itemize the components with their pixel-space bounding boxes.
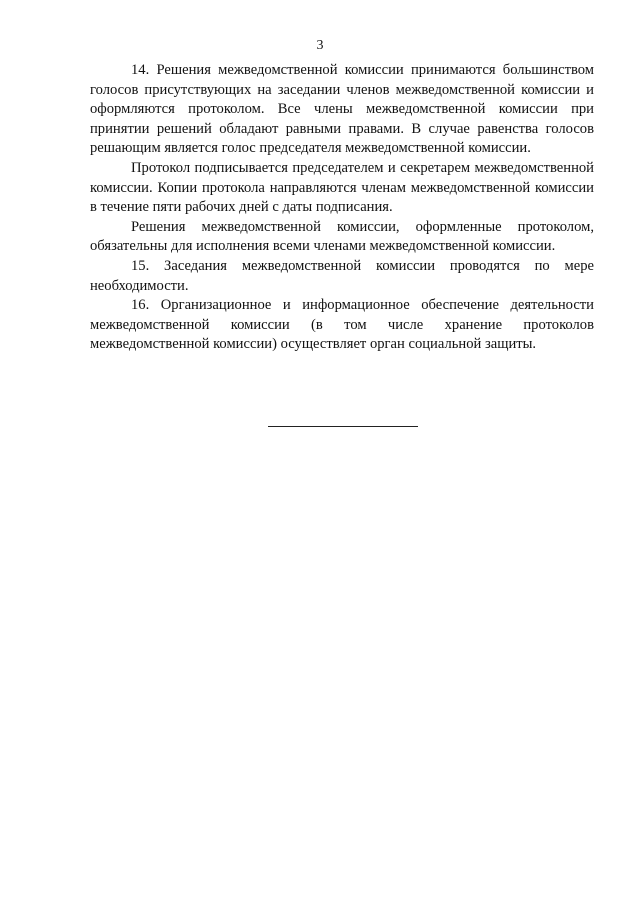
paragraph-16: 16. Организационное и информационное обеспечение деятельности межведомственной комиссии (в том числе хранение протоколов межведомственной комиссии) осуществляет орган социальной защиты.	[90, 297, 594, 353]
paragraph-14: 14. Решения межведомственной комиссии принимаются большинством голосов присутствующих на заседании членов межведомственной комиссии и оформляются протоколом. Все члены межведомственной комиссии при принятии решений обладают равными правами. В случае равенства голосов решающим является голос председателя межведомственной комиссии.	[90, 62, 594, 157]
paragraph-protocol: Протокол подписывается председателем и секретарем межведомственной комиссии. Копии протокола направляются членам межведомственной комиссии в течение пяти рабочих дней с даты подписания.	[90, 159, 594, 216]
document-body	[90, 61, 594, 355]
paragraph-decisions: Решения межведомственной комиссии, оформленные протоколом, обязательны для исполнения всеми членами межведомственной комиссии.	[90, 218, 594, 255]
page-number: 3	[316, 38, 324, 53]
end-separator-line	[268, 426, 418, 427]
paragraph-15: 15. Заседания межведомственной комиссии проводятся по мере необходимости.	[90, 257, 594, 294]
